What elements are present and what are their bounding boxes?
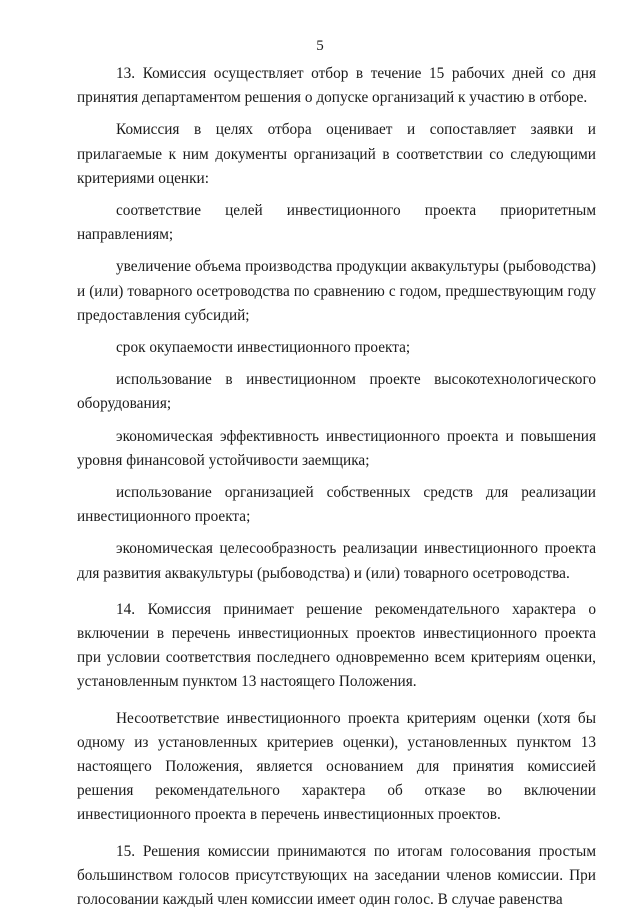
paragraph-13: 13. Комиссия осуществляет отбор в течение 15 рабочих дней со дня принятия департаментом решения о допуске организаций к участию в отборе. — [77, 65, 596, 107]
paragraph-14: 14. Комиссия принимает решение рекомендательного характера о включении в перечень инвестиционных проектов инвестиционного проекта при условии соответствия последнего одновременно всем критериям оценки, установленным пунктом 13 настоящего Положения. — [77, 600, 596, 691]
criterion-production-growth: увеличение объема производства продукции аквакультуры (рыбоводства) и (или) товарного осетроводства по сравнению с годом, предшествующим году предоставления субсидий; — [77, 258, 596, 324]
criterion-efficiency: экономическая эффективность инвестиционного проекта и повышения уровня финансовой устойчивости заемщика; — [77, 427, 596, 469]
criterion-own-funds: использование организацией собственных средств для реализации инвестиционного проекта; — [77, 484, 596, 526]
paragraph-criteria-intro: Комиссия в целях отбора оценивает и сопоставляет заявки и прилагаемые к ним документы организаций в соответствии со следующими критериями оценки: — [77, 121, 596, 187]
criterion-priority: соответствие целей инвестиционного проекта приоритетным направлениям; — [77, 202, 596, 244]
paragraph-15: 15. Решения комиссии принимаются по итогам голосования простым большинством голосов присутствующих на заседании членов комиссии. При голосовании каждый член комиссии имеет один голос. В случае равенства — [77, 842, 596, 909]
page-number: 5 — [316, 38, 324, 54]
paragraph-noncompliance: Несоответствие инвестиционного проекта критериям оценки (хотя бы одному из установленных критериев оценки), установленных пунктом 13 настоящего Положения, является основанием для принятия комиссией решения рекомендательного характера об отказе во включении инвестиционного проекта в перечень инвестиционных проектов. — [77, 709, 596, 824]
document-body — [77, 62, 596, 912]
criterion-high-tech: использование в инвестиционном проекте высокотехнологического оборудования; — [77, 371, 596, 413]
criterion-expediency: экономическая целесообразность реализации инвестиционного проекта для развития аквакультуры (рыбоводства) и (или) товарного осетроводства. — [77, 540, 596, 582]
criterion-payback: срок окупаемости инвестиционного проекта; — [116, 339, 411, 357]
